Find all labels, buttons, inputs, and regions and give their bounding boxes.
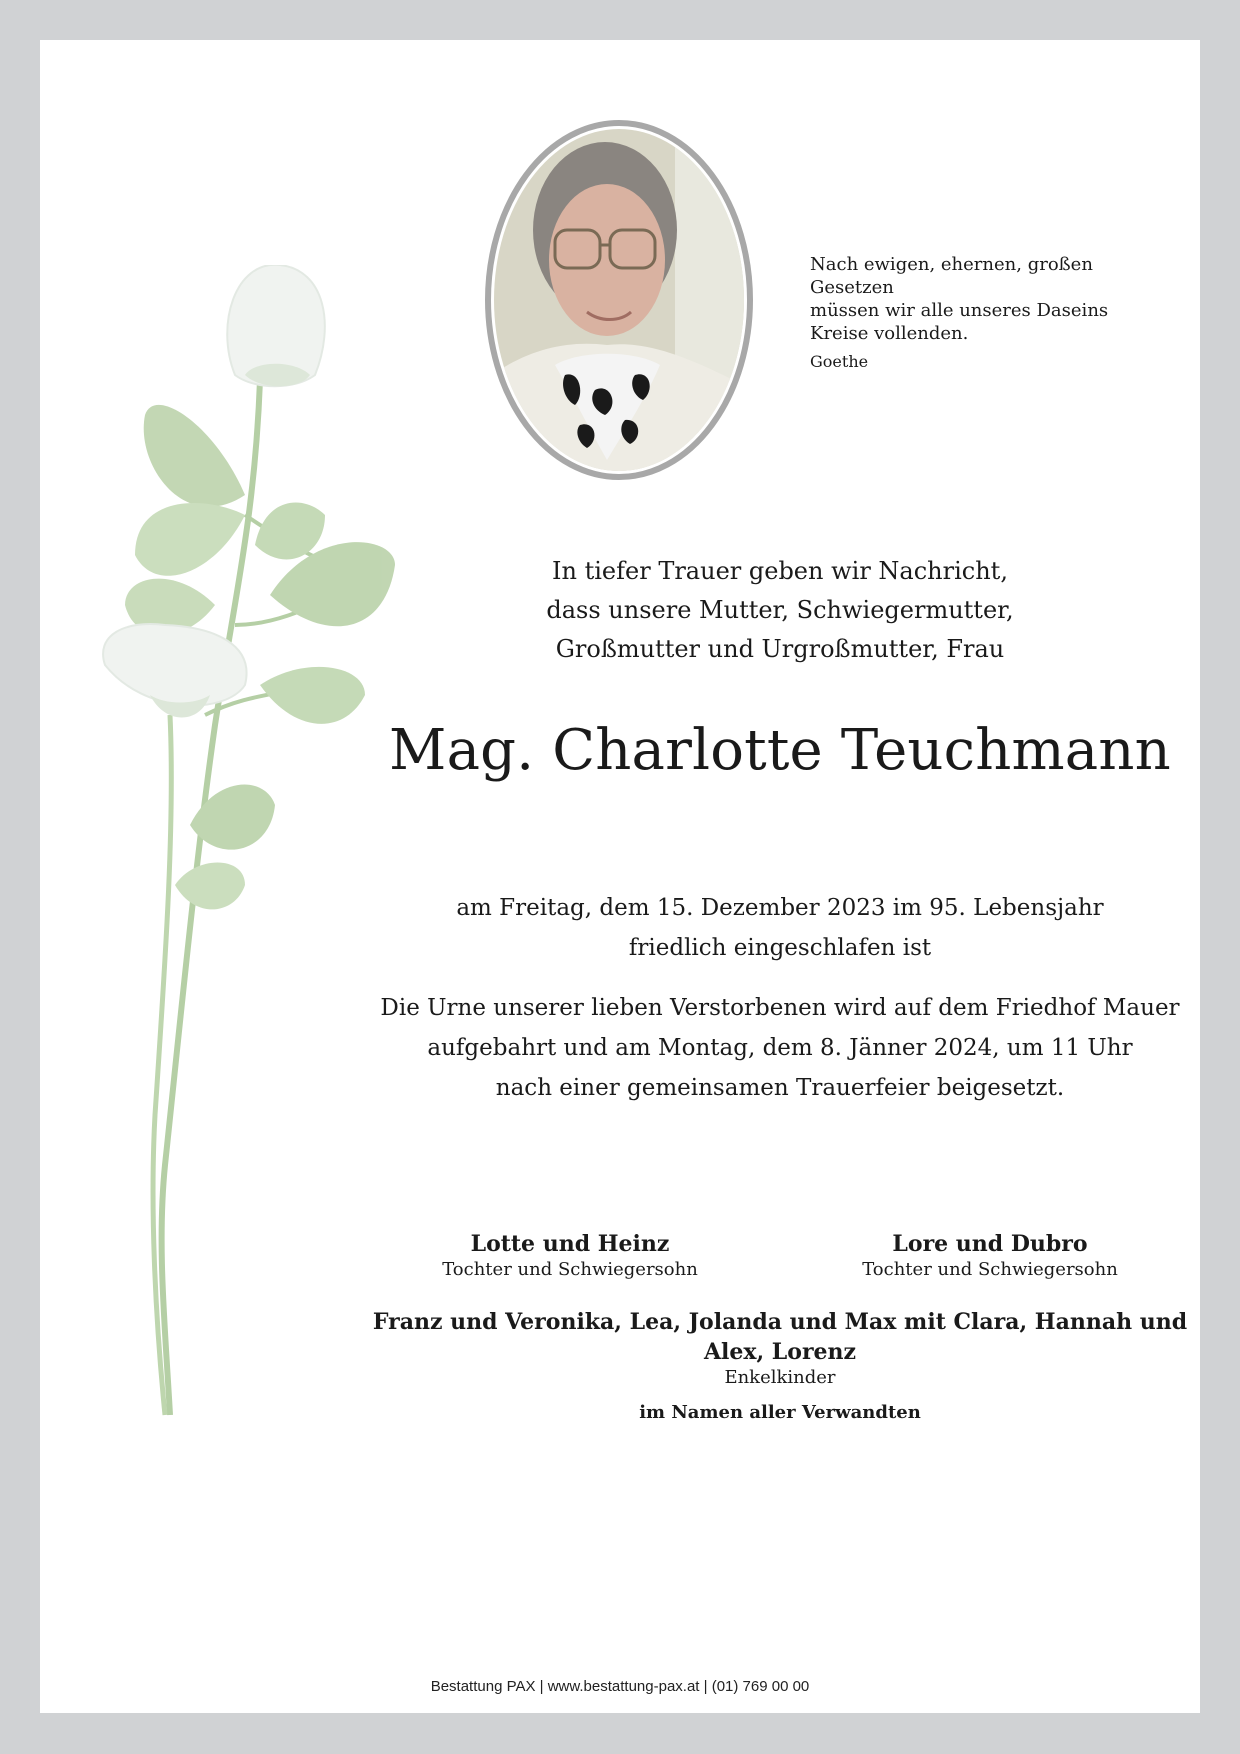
funeral-line: aufgebahrt und am Montag, dem 8. Jänner 2024, um 11 Uhr: [427, 1035, 1133, 1061]
mourner-relation: Tochter und Schwiegersohn: [862, 1259, 1118, 1280]
quote-line: Kreise vollenden.: [810, 323, 969, 344]
grandchildren: [360, 1307, 1200, 1389]
intro-line: In tiefer Trauer geben wir Nachricht,: [552, 557, 1008, 585]
goethe-quote: [810, 253, 1170, 373]
mourner-entry: [442, 1230, 698, 1282]
closing-line: im Namen aller Verwandten: [639, 1402, 921, 1423]
intro-line: dass unsere Mutter, Schwiegermutter,: [546, 596, 1014, 624]
mourner-name: Lore und Dubro: [892, 1231, 1088, 1257]
footer-contact: Bestattung PAX | www.bestattung-pax.at | (01) 769 00 00: [430, 1678, 810, 1695]
portrait-photo: [485, 120, 753, 480]
death-info: [360, 888, 1200, 968]
deceased-name: Mag. Charlotte Teuchmann: [389, 718, 1171, 783]
grandchildren-names: Franz und Veronika, Lea, Jolanda und Max mit Clara, Hannah und Alex, Lorenz: [372, 1309, 1188, 1365]
mourner-relation: Tochter und Schwiegersohn: [442, 1259, 698, 1280]
funeral-line: Die Urne unserer lieben Verstorbenen wird auf dem Friedhof Mauer: [380, 995, 1180, 1021]
death-line: friedlich eingeschlafen ist: [628, 935, 932, 961]
mourners-list: [360, 1230, 1200, 1282]
death-line: am Freitag, dem 15. Dezember 2023 im 95. Lebensjahr: [456, 895, 1104, 921]
mourner-entry: [862, 1230, 1118, 1282]
mourner-name: Lotte und Heinz: [470, 1231, 670, 1257]
quote-author: Goethe: [810, 352, 869, 371]
quote-line: Nach ewigen, ehernen, großen Gesetzen: [810, 254, 1093, 298]
obituary-page: [40, 40, 1200, 1713]
grandchildren-relation: Enkelkinder: [724, 1367, 836, 1388]
funeral-info: [360, 988, 1200, 1108]
quote-line: müssen wir alle unseres Daseins: [810, 300, 1109, 321]
funeral-line: nach einer gemeinsamen Trauerfeier beigesetzt.: [495, 1075, 1065, 1101]
intro-line: Großmutter und Urgroßmutter, Frau: [555, 635, 1005, 663]
intro-text: [360, 552, 1200, 669]
